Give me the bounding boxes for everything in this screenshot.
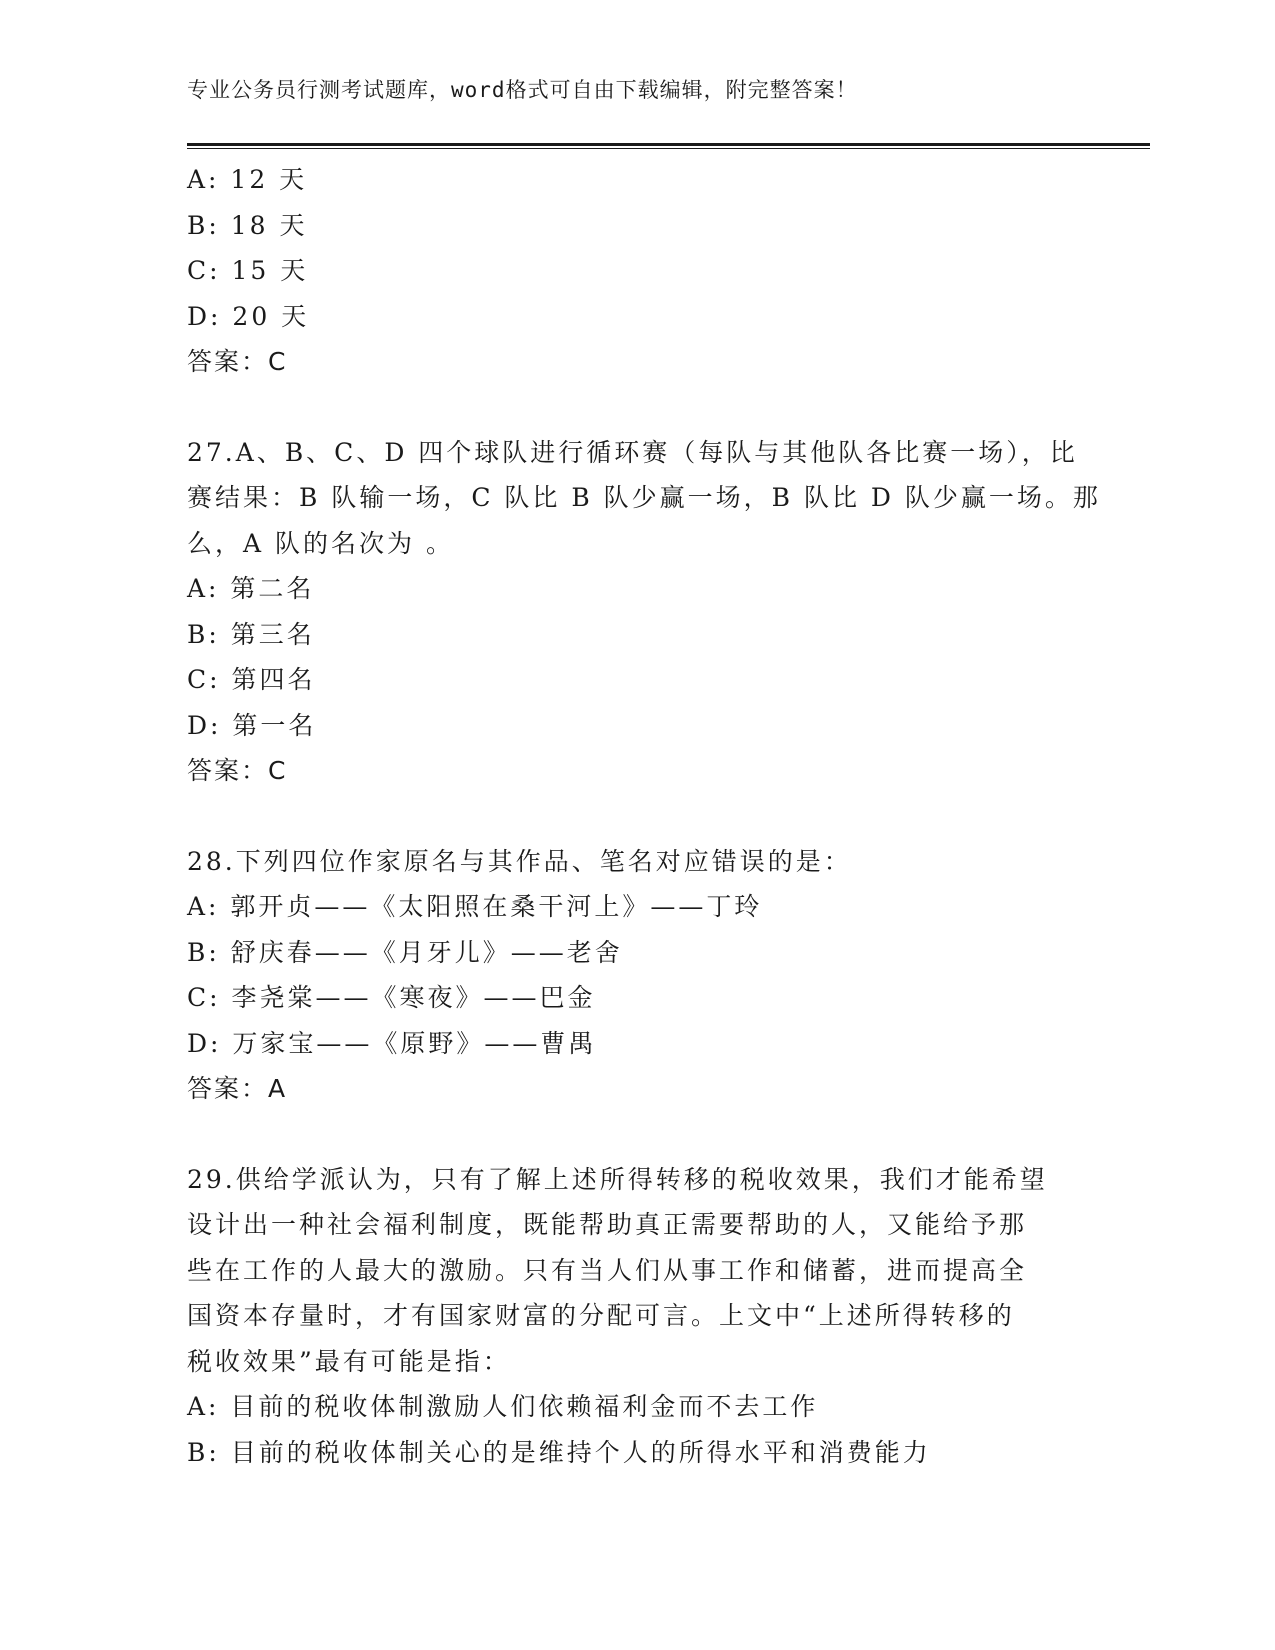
spacer	[187, 385, 1087, 430]
option-a: A: 12 天	[187, 165, 308, 194]
option-b: B: 18 天	[187, 210, 308, 240]
option-d: D: 20 天	[187, 301, 310, 331]
question-content	[187, 157, 1101, 1475]
spacer	[187, 794, 1087, 839]
option-d: D: 第一名	[187, 710, 317, 740]
question-stem-line: 设计出一种社会福利制度，既能帮助真正需要帮助的人，又能给予那	[187, 1210, 1028, 1239]
option-d: D: 万家宝——《原野》——曹禺	[187, 1028, 597, 1058]
question-stem-line: 赛结果：B 队输一场，C 队比 B 队少赢一场，B 队比 D 队少赢一场。那	[187, 483, 1101, 512]
question-stem-line: 税收效果”最有可能是指：	[187, 1346, 511, 1376]
page-header: 专业公务员行测考试题库，word格式可自由下载编辑，附完整答案！	[187, 78, 858, 102]
question-stem-line: 些在工作的人最大的激励。只有当人们从事工作和储蓄，进而提高全	[187, 1255, 1028, 1285]
answer: 答案：C	[187, 347, 288, 376]
question-29	[187, 1157, 1087, 1476]
option-c: C: 李尧棠——《寒夜》——巴金	[187, 983, 596, 1012]
question-stem-line: 27.A、B、C、D 四个球队进行循环赛（每队与其他队各比赛一场），比	[187, 437, 1078, 467]
question-26	[187, 157, 1087, 385]
question-stem-line: 国资本存量时，才有国家财富的分配可言。上文中“上述所得转移的	[187, 1301, 1015, 1330]
spacer	[187, 1112, 1087, 1157]
question-stem-line: 么，A 队的名次为 。	[187, 528, 454, 558]
option-a: A: 郭开贞——《太阳照在桑干河上》——丁玲	[187, 892, 763, 921]
option-a: A: 目前的税收体制激励人们依赖福利金而不去工作	[187, 1392, 819, 1421]
question-stem-line: 29.供给学派认为，只有了解上述所得转移的税收效果，我们才能希望	[187, 1164, 1048, 1194]
question-27	[187, 430, 1101, 794]
option-c: C: 第四名	[187, 665, 316, 694]
answer: 答案：C	[187, 756, 288, 785]
option-c: C: 15 天	[187, 256, 309, 285]
option-b: B: 目前的税收体制关心的是维持个人的所得水平和消费能力	[187, 1437, 931, 1467]
divider-thin-line	[187, 148, 1150, 149]
divider-thick-line	[187, 143, 1150, 146]
question-stem-line: 28.下列四位作家原名与其作品、笔名对应错误的是：	[187, 846, 852, 876]
question-28	[187, 839, 1087, 1112]
option-a: A: 第二名	[187, 574, 315, 603]
header-divider	[187, 143, 1150, 149]
option-b: B: 舒庆春——《月牙儿》——老舍	[187, 937, 623, 967]
answer: 答案：A	[187, 1074, 288, 1103]
option-b: B: 第三名	[187, 619, 315, 649]
